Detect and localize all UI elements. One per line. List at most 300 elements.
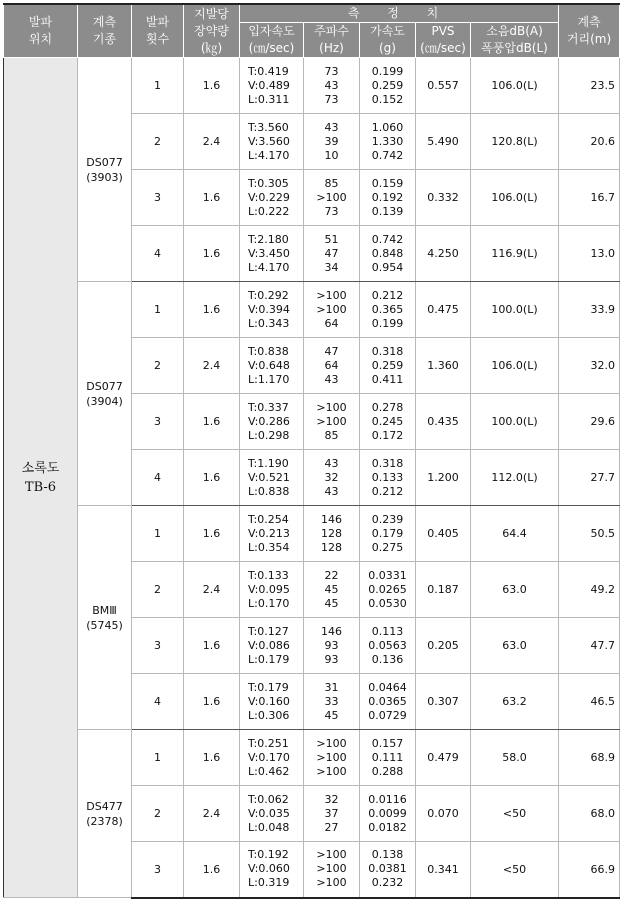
- acceleration-cell-line: 1.330: [371, 134, 404, 148]
- header-velocity-line1: 입자속도: [248, 24, 295, 38]
- velocity-cell-line: T:0.133: [248, 568, 289, 582]
- pvs-cell: 0.070: [416, 786, 471, 842]
- instrument-cell: [78, 58, 132, 282]
- pvs-cell: 1.360: [416, 338, 471, 394]
- acceleration-cell: [360, 170, 416, 226]
- frequency-cell-line: 73: [324, 92, 339, 106]
- acceleration-cell: [360, 618, 416, 674]
- frequency-cell: [304, 506, 360, 562]
- charge-cell: 1.6: [184, 618, 240, 674]
- velocity-cell-line: V:0.648: [248, 358, 290, 372]
- blast-no-cell: 4: [132, 450, 184, 506]
- frequency-cell: [304, 562, 360, 618]
- acceleration-cell-line: 0.239: [371, 512, 404, 526]
- header-charge: [184, 4, 240, 58]
- frequency-cell-line: 64: [324, 316, 339, 330]
- noise-cell: 63.2: [471, 674, 559, 730]
- distance-cell: 20.6: [559, 114, 620, 170]
- frequency-cell: [304, 730, 360, 786]
- blast-measurement-table-wrapper: [3, 3, 619, 899]
- header-blast-no-line2: 횟수: [145, 32, 170, 46]
- table-row: [4, 506, 620, 562]
- acceleration-cell-line: 0.318: [371, 344, 404, 358]
- pvs-cell: 5.490: [416, 114, 471, 170]
- noise-cell: 63.0: [471, 562, 559, 618]
- distance-cell: 47.7: [559, 618, 620, 674]
- velocity-cell-line: T:0.838: [248, 344, 289, 358]
- frequency-cell-line: >100: [316, 190, 347, 204]
- pvs-cell: 1.200: [416, 450, 471, 506]
- table-body: [4, 58, 620, 898]
- header-velocity: [240, 23, 304, 58]
- velocity-cell-line: V:0.060: [248, 862, 290, 876]
- header-distance: [559, 4, 620, 58]
- acceleration-cell: [360, 114, 416, 170]
- velocity-cell-line: L:0.170: [248, 596, 290, 610]
- blast-no-cell: 2: [132, 562, 184, 618]
- frequency-cell-line: 43: [324, 456, 339, 470]
- charge-cell: 1.6: [184, 842, 240, 898]
- acceleration-cell: [360, 842, 416, 898]
- frequency-cell: [304, 58, 360, 114]
- distance-cell: 33.9: [559, 282, 620, 338]
- noise-cell: <50: [471, 786, 559, 842]
- velocity-cell: [240, 394, 304, 450]
- frequency-cell-line: 64: [324, 358, 339, 372]
- blast-no-cell: 3: [132, 618, 184, 674]
- frequency-cell-line: 51: [324, 232, 339, 246]
- acceleration-cell-line: 0.275: [371, 540, 404, 554]
- header-acceleration: [360, 23, 416, 58]
- header-frequency-line1: 주파수: [314, 24, 349, 38]
- frequency-cell: [304, 282, 360, 338]
- frequency-cell-line: 45: [324, 708, 339, 722]
- blast-measurement-table: [3, 3, 620, 899]
- charge-cell: 1.6: [184, 450, 240, 506]
- distance-cell: 66.9: [559, 842, 620, 898]
- velocity-cell-line: L:0.306: [248, 708, 290, 722]
- velocity-cell: [240, 506, 304, 562]
- blast-no-cell: 1: [132, 282, 184, 338]
- noise-cell: 100.0(L): [471, 394, 559, 450]
- velocity-cell-line: V:0.035: [248, 806, 290, 820]
- acceleration-cell-line: 0.0729: [368, 708, 407, 722]
- header-pvs: [416, 23, 471, 58]
- distance-cell: 29.6: [559, 394, 620, 450]
- acceleration-cell-line: 0.278: [371, 400, 404, 414]
- acceleration-cell: [360, 674, 416, 730]
- frequency-cell: [304, 114, 360, 170]
- acceleration-cell-line: 0.259: [371, 78, 404, 92]
- frequency-cell-line: 45: [324, 582, 339, 596]
- header-charge-line1: 지발당: [194, 6, 229, 21]
- frequency-cell: [304, 338, 360, 394]
- acceleration-cell-line: 0.848: [371, 246, 404, 260]
- noise-cell: 106.0(L): [471, 338, 559, 394]
- acceleration-cell-line: 0.245: [371, 414, 404, 428]
- charge-cell: 2.4: [184, 786, 240, 842]
- frequency-cell-line: >100: [316, 736, 347, 750]
- distance-cell: 27.7: [559, 450, 620, 506]
- frequency-cell-line: >100: [316, 288, 347, 302]
- header-frequency-unit: (Hz): [319, 41, 344, 55]
- frequency-cell: [304, 674, 360, 730]
- velocity-cell-line: V:0.086: [248, 638, 290, 652]
- velocity-cell-line: T:0.292: [248, 288, 289, 302]
- frequency-cell-line: 73: [324, 204, 339, 218]
- pvs-cell: 0.475: [416, 282, 471, 338]
- header-instrument-line2: 기종: [92, 32, 117, 46]
- acceleration-cell-line: 0.0116: [368, 792, 407, 806]
- velocity-cell-line: T:0.192: [248, 848, 289, 862]
- acceleration-cell: [360, 226, 416, 282]
- pvs-cell: 0.205: [416, 618, 471, 674]
- blast-no-cell: 4: [132, 226, 184, 282]
- distance-cell: 49.2: [559, 562, 620, 618]
- velocity-cell-line: L:0.319: [248, 876, 290, 890]
- acceleration-cell-line: 0.288: [371, 764, 404, 778]
- acceleration-cell: [360, 786, 416, 842]
- noise-cell: 106.0(L): [471, 170, 559, 226]
- location-cell: [4, 58, 78, 898]
- noise-cell: 58.0: [471, 730, 559, 786]
- header-location: [4, 4, 78, 58]
- frequency-cell-line: 43: [324, 484, 339, 498]
- velocity-cell-line: V:0.286: [248, 414, 290, 428]
- velocity-cell-line: L:0.298: [248, 428, 290, 442]
- frequency-cell-line: 93: [324, 638, 339, 652]
- charge-cell: 1.6: [184, 674, 240, 730]
- frequency-cell: [304, 170, 360, 226]
- pvs-cell: 0.557: [416, 58, 471, 114]
- frequency-cell-line: 47: [324, 246, 339, 260]
- acceleration-cell-line: 0.0381: [368, 862, 407, 876]
- acceleration-cell-line: 0.232: [371, 876, 404, 890]
- frequency-cell-line: 33: [324, 694, 339, 708]
- velocity-cell-line: V:0.489: [248, 78, 290, 92]
- charge-cell: 1.6: [184, 394, 240, 450]
- header-instrument-line1: 계측: [92, 15, 117, 29]
- header-velocity-unit: (㎝/sec): [248, 41, 295, 55]
- header-acceleration-unit: (g): [379, 41, 396, 55]
- instrument-line: (2378): [86, 814, 123, 828]
- acceleration-cell-line: 0.138: [371, 848, 404, 862]
- charge-cell: 1.6: [184, 170, 240, 226]
- frequency-cell-line: >100: [316, 876, 347, 890]
- acceleration-cell-line: 0.0099: [368, 806, 407, 820]
- frequency-cell-line: >100: [316, 862, 347, 876]
- velocity-cell: [240, 786, 304, 842]
- header-instrument: [78, 4, 132, 58]
- velocity-cell: [240, 562, 304, 618]
- acceleration-cell-line: 0.133: [371, 470, 404, 484]
- charge-cell: 2.4: [184, 562, 240, 618]
- blast-no-cell: 1: [132, 506, 184, 562]
- acceleration-cell: [360, 450, 416, 506]
- velocity-cell: [240, 618, 304, 674]
- instrument-line: DS077: [86, 379, 123, 393]
- velocity-cell-line: L:0.179: [248, 652, 290, 666]
- frequency-cell-line: 37: [324, 806, 339, 820]
- charge-cell: 2.4: [184, 114, 240, 170]
- noise-cell: 100.0(L): [471, 282, 559, 338]
- velocity-cell-line: V:0.170: [248, 750, 290, 764]
- velocity-cell-line: L:1.170: [248, 372, 290, 386]
- acceleration-cell-line: 0.0530: [368, 596, 407, 610]
- header-noise-line2: 폭풍압dB(L): [481, 41, 548, 55]
- header-noise-line1: 소음dB(A): [486, 24, 543, 38]
- acceleration-cell-line: 0.411: [371, 372, 404, 386]
- header-measurement-group: 측 정 치: [240, 4, 559, 23]
- pvs-cell: 0.332: [416, 170, 471, 226]
- acceleration-cell-line: 0.0365: [368, 694, 407, 708]
- frequency-cell-line: 31: [324, 680, 339, 694]
- charge-cell: 1.6: [184, 506, 240, 562]
- acceleration-cell: [360, 506, 416, 562]
- velocity-cell: [240, 282, 304, 338]
- header-charge-unit: (㎏): [200, 40, 223, 55]
- acceleration-cell-line: 0.152: [371, 92, 404, 106]
- acceleration-cell-line: 0.318: [371, 456, 404, 470]
- velocity-cell-line: T:0.337: [248, 400, 289, 414]
- frequency-cell-line: 34: [324, 260, 339, 274]
- acceleration-cell-line: 0.192: [371, 190, 404, 204]
- frequency-cell-line: 39: [324, 134, 339, 148]
- instrument-cell: [78, 282, 132, 506]
- frequency-cell: [304, 450, 360, 506]
- velocity-cell-line: L:0.343: [248, 316, 290, 330]
- velocity-cell-line: L:0.222: [248, 204, 290, 218]
- velocity-cell-line: L:0.048: [248, 820, 290, 834]
- acceleration-cell-line: 0.0464: [368, 680, 407, 694]
- header-acceleration-line1: 가속도: [370, 24, 405, 38]
- acceleration-cell: [360, 282, 416, 338]
- frequency-cell-line: 27: [324, 820, 339, 834]
- table-row: [4, 58, 620, 114]
- frequency-cell: [304, 842, 360, 898]
- header-noise: [471, 23, 559, 58]
- frequency-cell-line: 85: [324, 428, 339, 442]
- frequency-cell-line: 43: [324, 120, 339, 134]
- velocity-cell-line: L:4.170: [248, 148, 290, 162]
- frequency-cell-line: 73: [324, 64, 339, 78]
- velocity-cell-line: T:1.190: [248, 456, 289, 470]
- frequency-cell-line: >100: [316, 764, 347, 778]
- velocity-cell-line: V:0.160: [248, 694, 290, 708]
- instrument-line: DS077: [86, 155, 123, 169]
- velocity-cell-line: V:0.095: [248, 582, 290, 596]
- pvs-cell: 0.341: [416, 842, 471, 898]
- velocity-cell: [240, 450, 304, 506]
- instrument-cell: [78, 730, 132, 898]
- velocity-cell-line: T:0.254: [248, 512, 289, 526]
- distance-cell: 16.7: [559, 170, 620, 226]
- frequency-cell-line: 22: [324, 568, 339, 582]
- velocity-cell-line: V:3.450: [248, 246, 290, 260]
- header-pvs-unit: (㎝/sec): [420, 41, 466, 55]
- header-distance-line1: 계측: [577, 15, 601, 29]
- acceleration-cell: [360, 394, 416, 450]
- table-header: [4, 4, 620, 58]
- frequency-cell-line: 146: [321, 624, 342, 638]
- blast-no-cell: 2: [132, 786, 184, 842]
- pvs-cell: 0.479: [416, 730, 471, 786]
- velocity-cell-line: T:0.179: [248, 680, 289, 694]
- acceleration-cell-line: 0.259: [371, 358, 404, 372]
- velocity-cell: [240, 338, 304, 394]
- noise-cell: 120.8(L): [471, 114, 559, 170]
- velocity-cell: [240, 674, 304, 730]
- velocity-cell: [240, 226, 304, 282]
- distance-cell: 68.9: [559, 730, 620, 786]
- frequency-cell-line: >100: [316, 750, 347, 764]
- pvs-cell: 4.250: [416, 226, 471, 282]
- acceleration-cell-line: 0.365: [371, 302, 404, 316]
- velocity-cell-line: T:0.127: [248, 624, 289, 638]
- frequency-cell-line: 47: [324, 344, 339, 358]
- acceleration-cell-line: 0.212: [371, 288, 404, 302]
- velocity-cell-line: T:0.251: [248, 736, 289, 750]
- distance-cell: 50.5: [559, 506, 620, 562]
- velocity-cell-line: T:3.560: [248, 120, 289, 134]
- acceleration-cell-line: 0.954: [371, 260, 404, 274]
- blast-no-cell: 2: [132, 114, 184, 170]
- frequency-cell-line: 32: [324, 792, 339, 806]
- acceleration-cell-line: 0.136: [371, 652, 404, 666]
- header-frequency: [304, 23, 360, 58]
- velocity-cell-line: T:0.305: [248, 176, 289, 190]
- header-pvs-line1: PVS: [431, 24, 455, 38]
- frequency-cell-line: 128: [321, 526, 342, 540]
- blast-no-cell: 1: [132, 58, 184, 114]
- acceleration-cell-line: 0.0563: [368, 638, 407, 652]
- distance-cell: 68.0: [559, 786, 620, 842]
- blast-no-cell: 1: [132, 730, 184, 786]
- instrument-line: (3904): [86, 394, 123, 408]
- acceleration-cell-line: 0.111: [371, 750, 404, 764]
- acceleration-cell-line: 0.212: [371, 484, 404, 498]
- acceleration-cell-line: 1.060: [371, 120, 404, 134]
- pvs-cell: 0.187: [416, 562, 471, 618]
- velocity-cell-line: V:0.521: [248, 470, 290, 484]
- noise-cell: 63.0: [471, 618, 559, 674]
- blast-no-cell: 3: [132, 170, 184, 226]
- instrument-line: DS477: [86, 799, 123, 813]
- header-location-line2: 위치: [28, 32, 53, 46]
- charge-cell: 1.6: [184, 58, 240, 114]
- velocity-cell-line: L:0.462: [248, 764, 290, 778]
- charge-cell: 1.6: [184, 730, 240, 786]
- velocity-cell: [240, 58, 304, 114]
- header-charge-line2: 장약량: [194, 23, 229, 38]
- acceleration-cell: [360, 58, 416, 114]
- noise-cell: 64.4: [471, 506, 559, 562]
- header-distance-line2: 거리(m): [566, 32, 612, 46]
- location-name: 소록도: [21, 460, 60, 476]
- frequency-cell-line: 32: [324, 470, 339, 484]
- pvs-cell: 0.405: [416, 506, 471, 562]
- acceleration-cell-line: 0.742: [371, 148, 404, 162]
- location-code: TB-6: [24, 479, 57, 495]
- velocity-cell: [240, 114, 304, 170]
- velocity-cell-line: V:0.229: [248, 190, 290, 204]
- frequency-cell-line: 85: [324, 176, 339, 190]
- frequency-cell-line: 45: [324, 596, 339, 610]
- velocity-cell-line: T:0.062: [248, 792, 289, 806]
- frequency-cell-line: 93: [324, 652, 339, 666]
- blast-no-cell: 4: [132, 674, 184, 730]
- instrument-line: BMⅢ: [92, 603, 117, 617]
- instrument-cell: [78, 506, 132, 730]
- noise-cell: 116.9(L): [471, 226, 559, 282]
- noise-cell: 106.0(L): [471, 58, 559, 114]
- velocity-cell-line: L:4.170: [248, 260, 290, 274]
- instrument-line: (3903): [86, 170, 123, 184]
- velocity-cell: [240, 730, 304, 786]
- charge-cell: 2.4: [184, 338, 240, 394]
- frequency-cell: [304, 394, 360, 450]
- velocity-cell-line: T:0.419: [248, 64, 289, 78]
- noise-cell: 112.0(L): [471, 450, 559, 506]
- acceleration-cell-line: 0.172: [371, 428, 404, 442]
- frequency-cell-line: >100: [316, 414, 347, 428]
- charge-cell: 1.6: [184, 282, 240, 338]
- table-row: [4, 730, 620, 786]
- acceleration-cell-line: 0.179: [371, 526, 404, 540]
- acceleration-cell-line: 0.199: [371, 316, 404, 330]
- acceleration-cell-line: 0.157: [371, 736, 404, 750]
- velocity-cell-line: L:0.838: [248, 484, 290, 498]
- acceleration-cell-line: 0.113: [371, 624, 404, 638]
- frequency-cell-line: >100: [316, 302, 347, 316]
- velocity-cell-line: V:0.394: [248, 302, 290, 316]
- frequency-cell-line: >100: [316, 400, 347, 414]
- acceleration-cell: [360, 338, 416, 394]
- distance-cell: 32.0: [559, 338, 620, 394]
- frequency-cell-line: 10: [324, 148, 339, 162]
- acceleration-cell-line: 0.0265: [368, 582, 407, 596]
- velocity-cell: [240, 170, 304, 226]
- header-location-line1: 발파: [28, 15, 53, 29]
- velocity-cell-line: V:3.560: [248, 134, 290, 148]
- velocity-cell: [240, 842, 304, 898]
- velocity-cell-line: L:0.354: [248, 540, 290, 554]
- frequency-cell-line: 146: [321, 512, 342, 526]
- charge-cell: 1.6: [184, 226, 240, 282]
- acceleration-cell-line: 0.0182: [368, 820, 407, 834]
- blast-no-cell: 3: [132, 842, 184, 898]
- pvs-cell: 0.307: [416, 674, 471, 730]
- velocity-cell-line: T:2.180: [248, 232, 289, 246]
- noise-cell: <50: [471, 842, 559, 898]
- velocity-cell-line: V:0.213: [248, 526, 290, 540]
- pvs-cell: 0.435: [416, 394, 471, 450]
- acceleration-cell-line: 0.139: [371, 204, 404, 218]
- frequency-cell-line: 128: [321, 540, 342, 554]
- frequency-cell: [304, 226, 360, 282]
- header-blast-no: [132, 4, 184, 58]
- acceleration-cell-line: 0.742: [371, 232, 404, 246]
- blast-no-cell: 3: [132, 394, 184, 450]
- acceleration-cell-line: 0.0331: [368, 568, 407, 582]
- velocity-cell-line: L:0.311: [248, 92, 290, 106]
- acceleration-cell-line: 0.159: [371, 176, 404, 190]
- frequency-cell-line: >100: [316, 848, 347, 862]
- acceleration-cell: [360, 730, 416, 786]
- table-row: [4, 282, 620, 338]
- header-blast-no-line1: 발파: [145, 15, 170, 29]
- frequency-cell: [304, 618, 360, 674]
